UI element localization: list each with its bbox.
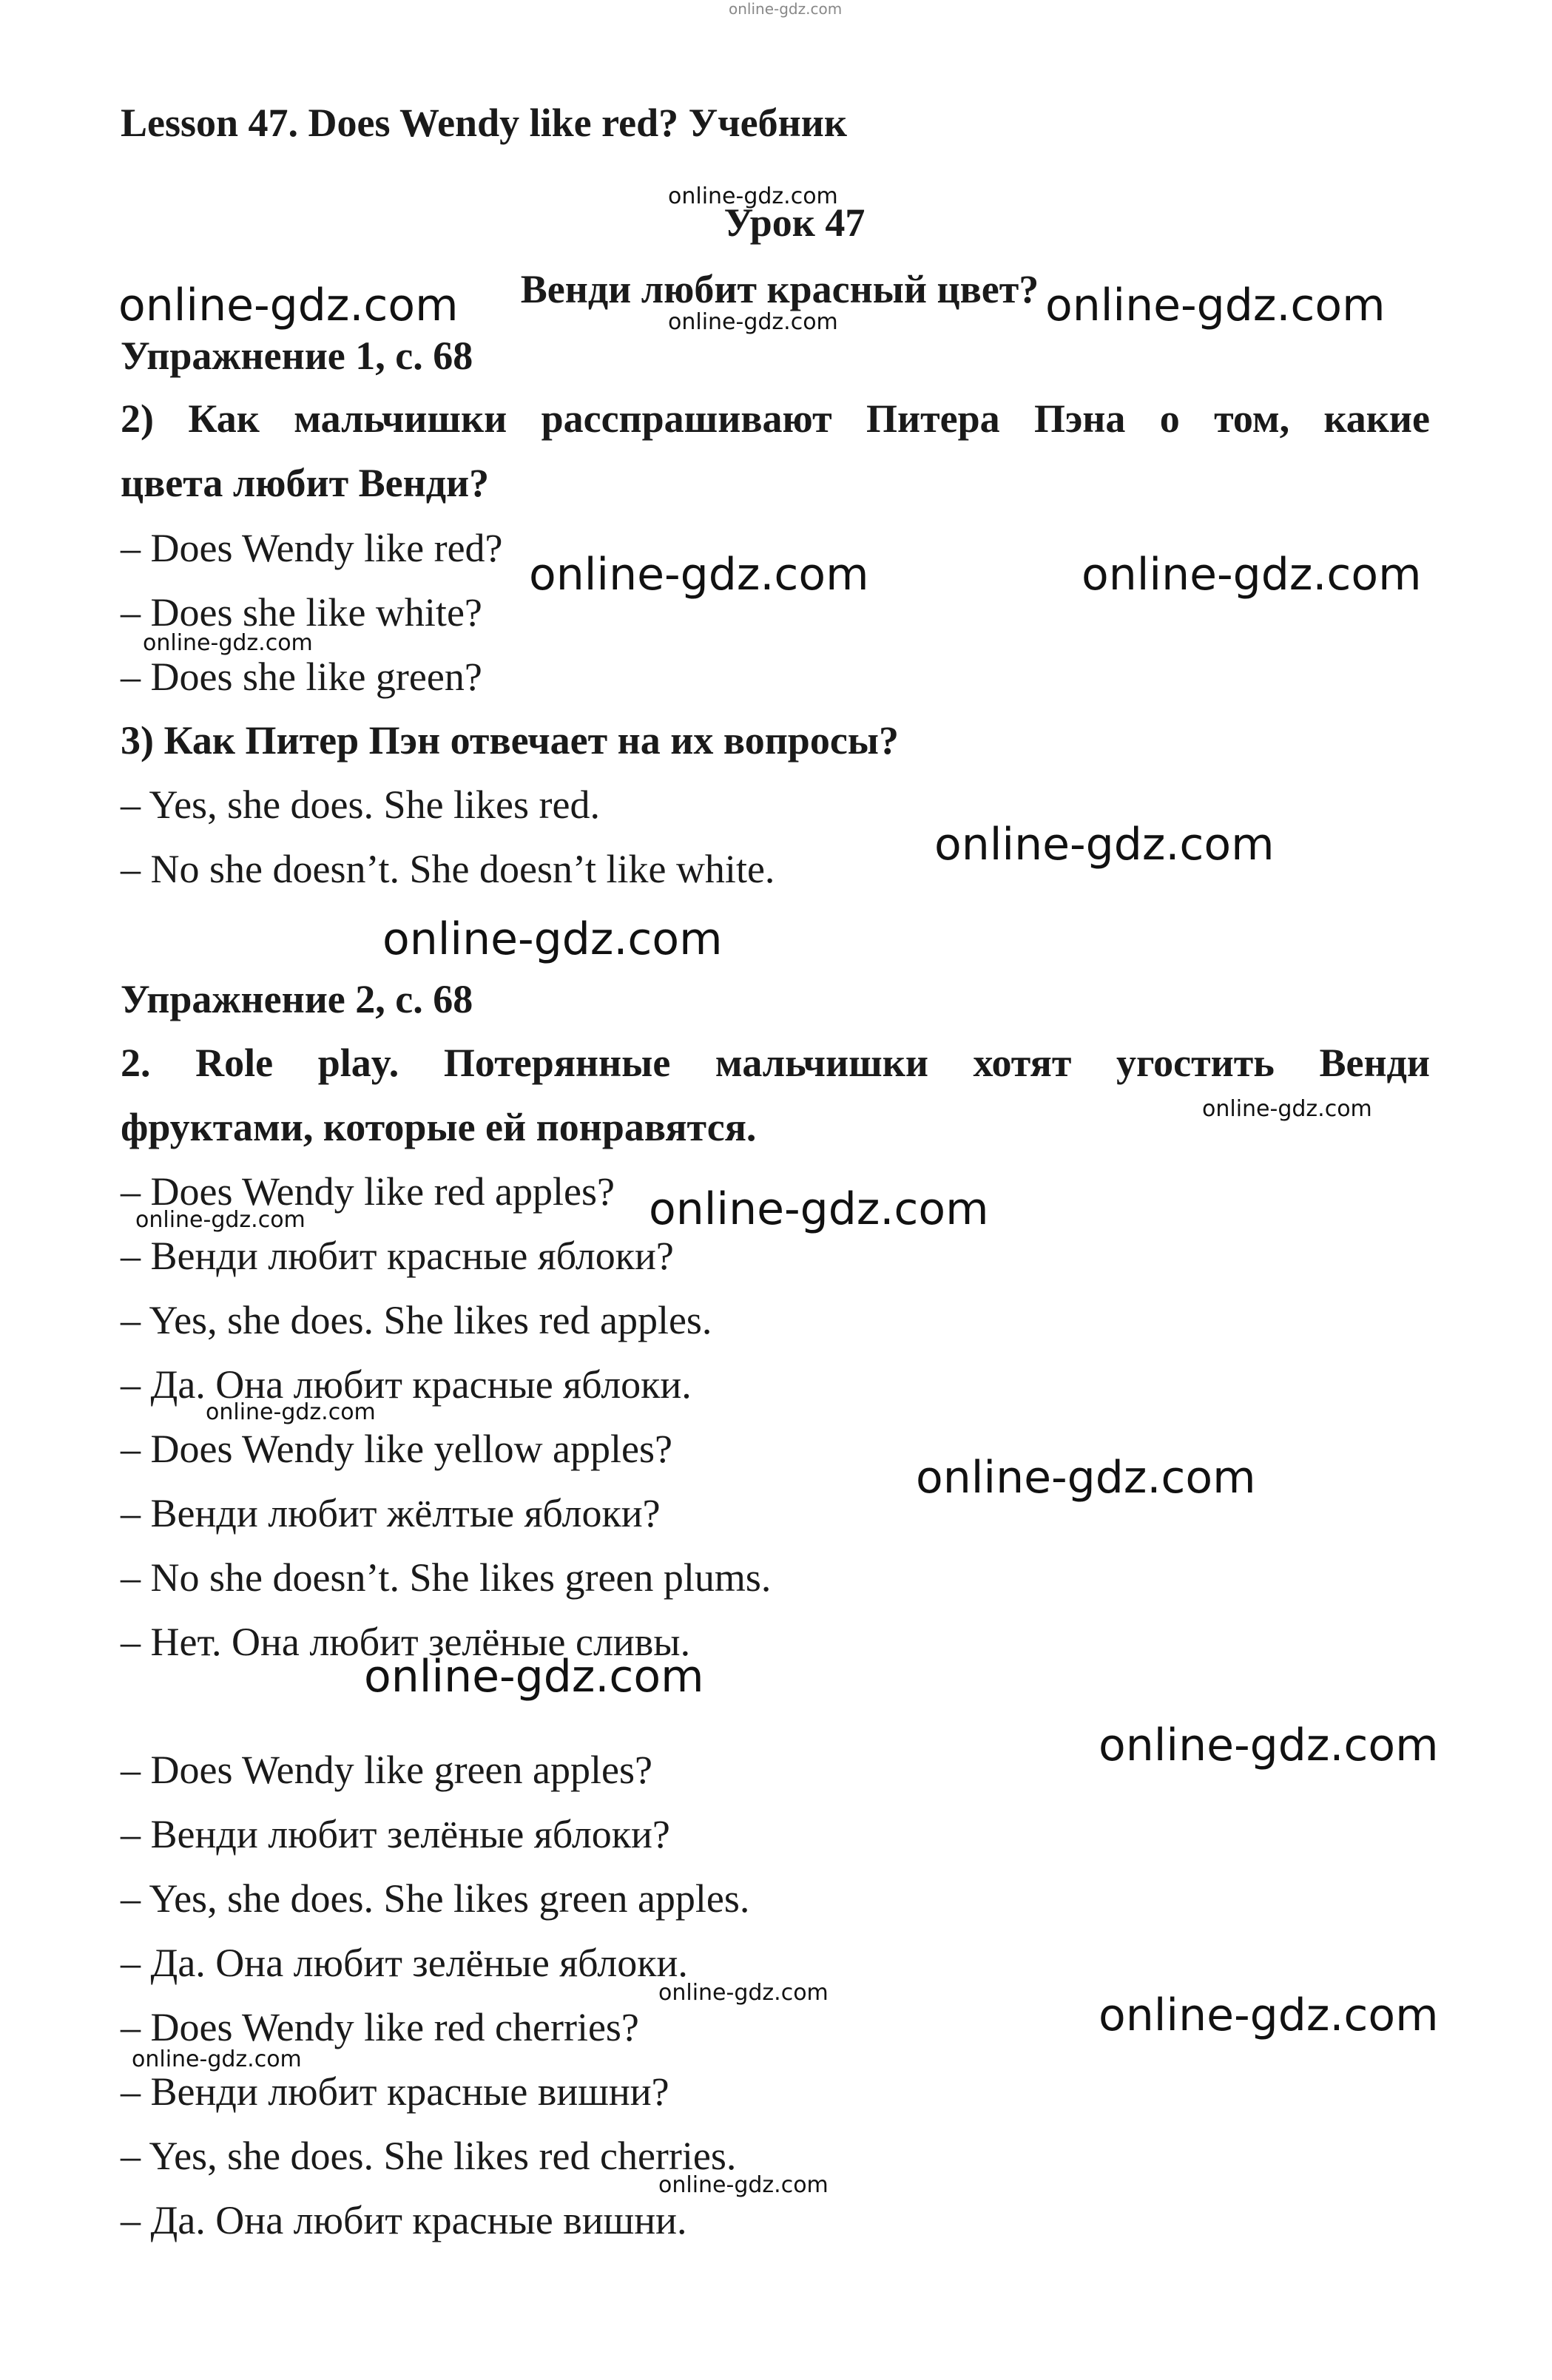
watermark: online-gdz.com <box>658 2172 829 2198</box>
dialogue-line: – Yes, she does. She likes red apples. <box>121 1298 712 1342</box>
urok-title: Урок 47 <box>723 200 866 245</box>
ex2-intro-line1: 2. Role play. Потерянные мальчишки хотят угостить Венди <box>121 1041 1430 1085</box>
watermark: online-gdz.com <box>1082 549 1422 601</box>
watermark: online-gdz.com <box>1099 1720 1439 1771</box>
watermark: online-gdz.com <box>382 913 723 965</box>
ex1-q2-line2: цвета любит Венди? <box>121 461 490 505</box>
ex1-answer: – Does she like white? <box>121 590 482 635</box>
top-watermark: online-gdz.com <box>729 0 843 18</box>
dialogue-line: – Да. Она любит зелёные яблоки. <box>121 1941 688 1985</box>
dialogue-line: – Венди любит жёлтые яблоки? <box>121 1491 661 1535</box>
dialogue-line: – Does Wendy like yellow apples? <box>121 1427 672 1471</box>
watermark: online-gdz.com <box>135 1207 306 1233</box>
urok-subtitle: Венди любит красный цвет? <box>520 267 1039 311</box>
dialogue-line: – Да. Она любит красные яблоки. <box>121 1362 692 1407</box>
watermark: online-gdz.com <box>1202 1096 1372 1122</box>
dialogue-line: – Does Wendy like red apples? <box>121 1169 615 1214</box>
dialogue-line: – Does Wendy like red cherries? <box>121 2005 639 2049</box>
watermark: online-gdz.com <box>206 1399 376 1425</box>
dialogue-line: – Нет. Она любит зелёные сливы. <box>121 1620 691 1664</box>
watermark: online-gdz.com <box>1099 1989 1439 2041</box>
dialogue-line: – Венди любит зелёные яблоки? <box>121 1812 670 1856</box>
dialogue-line: – No she doesn’t. She likes green plums. <box>121 1555 772 1600</box>
dialogue-line: – Да. Она любит красные вишни. <box>121 2198 687 2242</box>
watermark: online-gdz.com <box>934 819 1275 870</box>
ex1-q2-line1: 2) Как мальчишки расспрашивают Питера Пэна о том, какие <box>121 396 1430 441</box>
watermark: online-gdz.com <box>1045 280 1386 331</box>
dialogue-line: – Венди любит красные вишни? <box>121 2069 669 2114</box>
ex2-intro-line2: фруктами, которые ей понравятся. <box>121 1105 757 1149</box>
watermark: online-gdz.com <box>668 183 838 209</box>
watermark: online-gdz.com <box>649 1183 989 1235</box>
ex1-answer: – Does Wendy like red? <box>121 526 503 570</box>
ex1-answer: – Does she like green? <box>121 655 482 699</box>
watermark: online-gdz.com <box>118 280 459 331</box>
watermark: online-gdz.com <box>658 1980 829 2006</box>
watermark: online-gdz.com <box>529 549 869 601</box>
dialogue-line: – Венди любит красные яблоки? <box>121 1234 674 1278</box>
ex1-q3: 3) Как Питер Пэн отвечает на их вопросы? <box>121 718 899 763</box>
ex2-heading: Упражнение 2, с. 68 <box>121 977 473 1021</box>
watermark: online-gdz.com <box>364 1651 704 1703</box>
watermark: online-gdz.com <box>916 1452 1256 1504</box>
lesson-title: Lesson 47. Does Wendy like red? Учебник <box>121 101 847 145</box>
watermark: online-gdz.com <box>668 309 838 335</box>
ex1-q3-answer: – No she doesn’t. She doesn’t like white. <box>121 847 775 891</box>
dialogue-line: – Yes, she does. She likes green apples. <box>121 1876 750 1921</box>
watermark: online-gdz.com <box>143 630 313 656</box>
dialogue-line: – Does Wendy like green apples? <box>121 1748 652 1792</box>
ex1-heading: Упражнение 1, с. 68 <box>121 334 473 378</box>
dialogue-line: – Yes, she does. She likes red cherries. <box>121 2134 737 2178</box>
watermark: online-gdz.com <box>132 2046 302 2072</box>
ex1-q3-answer: – Yes, she does. She likes red. <box>121 782 600 827</box>
